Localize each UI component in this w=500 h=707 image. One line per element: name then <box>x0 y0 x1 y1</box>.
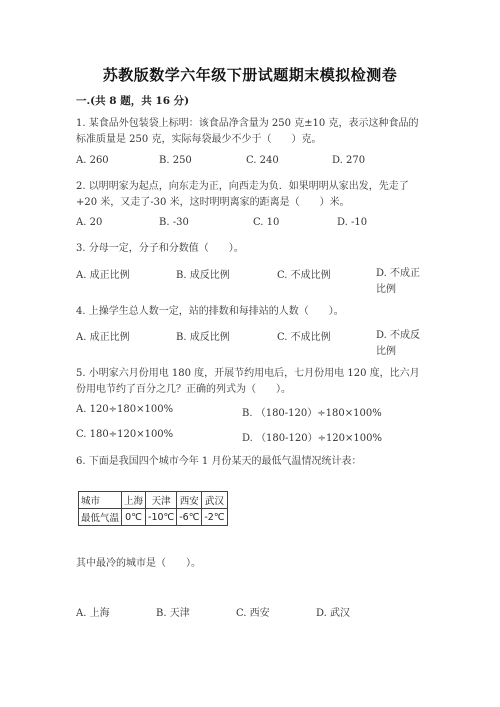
table-cell: -2℃ <box>202 509 227 526</box>
question-5-options-row2 <box>76 429 428 445</box>
table-cell: 城市 <box>79 492 122 509</box>
option-c[interactable]: C. 10 <box>253 217 280 228</box>
option-c[interactable]: C. 180÷120×100% <box>76 429 174 440</box>
temperature-table <box>78 491 228 526</box>
option-d[interactable]: D. 不成正比例 <box>376 268 421 295</box>
table-cell: 上海 <box>122 492 146 509</box>
table-cell: 天津 <box>146 492 177 509</box>
option-b[interactable]: B. -30 <box>159 217 189 228</box>
option-a[interactable]: A. 20 <box>76 217 103 228</box>
page-title: 苏教版数学六年级下册试题期末模拟检测卷 <box>102 66 398 84</box>
option-a[interactable]: A. 成正比例 <box>76 332 130 343</box>
table-header-row <box>79 492 228 509</box>
table-cell: 武汉 <box>202 492 227 509</box>
option-b[interactable]: B. 250 <box>159 155 192 166</box>
question-1: 1. 某食品外包装袋上标明：该食品净含量为 250 克±10 克，表示这种食品的标准质量是 250 克，实际每袋最少不少于（ ）克。 <box>76 118 419 145</box>
option-a[interactable]: A. 成正比例 <box>76 270 130 281</box>
table-cell: -10℃ <box>146 509 177 526</box>
question-2-options <box>76 217 428 233</box>
question-2: 2. 以明明家为起点，向东走为正，向西走为负．如果明明从家出发，先走了+20 米，又走了-30 米，这时明明离家的距离是（ ）米。 <box>76 181 409 208</box>
table-cell: -6℃ <box>177 509 202 526</box>
option-a[interactable]: A. 上海 <box>76 608 110 619</box>
question-5: 5. 小明家六月份用电 180 度，开展节约用电后，七月份用电 120 度，比六月份用电节约了百分之几？正确的列式为（ ）。 <box>76 368 420 395</box>
option-d[interactable]: D. （180-120）÷120×100% <box>242 433 383 444</box>
question-6-followup: 其中最冷的城市是（ ）。 <box>76 558 201 569</box>
option-b[interactable]: B. 成反比例 <box>176 270 230 281</box>
table-cell: 西安 <box>177 492 202 509</box>
question-1-options <box>76 155 428 171</box>
option-b[interactable]: B. （180-120）÷180×100% <box>242 408 382 419</box>
option-d[interactable]: D. 武汉 <box>316 608 351 619</box>
question-4-options <box>76 328 428 357</box>
option-a[interactable]: A. 120÷180×100% <box>76 404 174 415</box>
question-4: 4. 上操学生总人数一定，站的排数和每排站的人数（ ）。 <box>76 306 344 317</box>
option-a[interactable]: A. 260 <box>76 155 109 166</box>
option-b[interactable]: B. 成反比例 <box>176 332 230 343</box>
option-c[interactable]: C. 不成比例 <box>277 332 331 343</box>
question-6-options <box>76 604 428 620</box>
question-3: 3. 分母一定，分子和分数值（ ）。 <box>76 243 244 254</box>
question-5-options-row1 <box>76 404 428 420</box>
option-c[interactable]: C. 西安 <box>236 608 270 619</box>
table-row <box>79 509 228 526</box>
section-header: 一.(共 8 题，共 16 分) <box>76 95 190 107</box>
option-c[interactable]: C. 不成比例 <box>277 270 331 281</box>
option-b[interactable]: B. 天津 <box>156 608 190 619</box>
option-c[interactable]: C. 240 <box>246 155 279 166</box>
option-d[interactable]: D. 270 <box>332 155 366 166</box>
question-6: 6. 下面是我国四个城市今年 1 月份某天的最低气温情况统计表： <box>76 456 362 467</box>
table-cell: 0℃ <box>122 509 146 526</box>
option-d[interactable]: D. 不成反比例 <box>376 330 421 357</box>
option-d[interactable]: D. -10 <box>337 217 368 228</box>
question-3-options <box>76 266 428 295</box>
table-cell: 最低气温 <box>79 509 122 526</box>
